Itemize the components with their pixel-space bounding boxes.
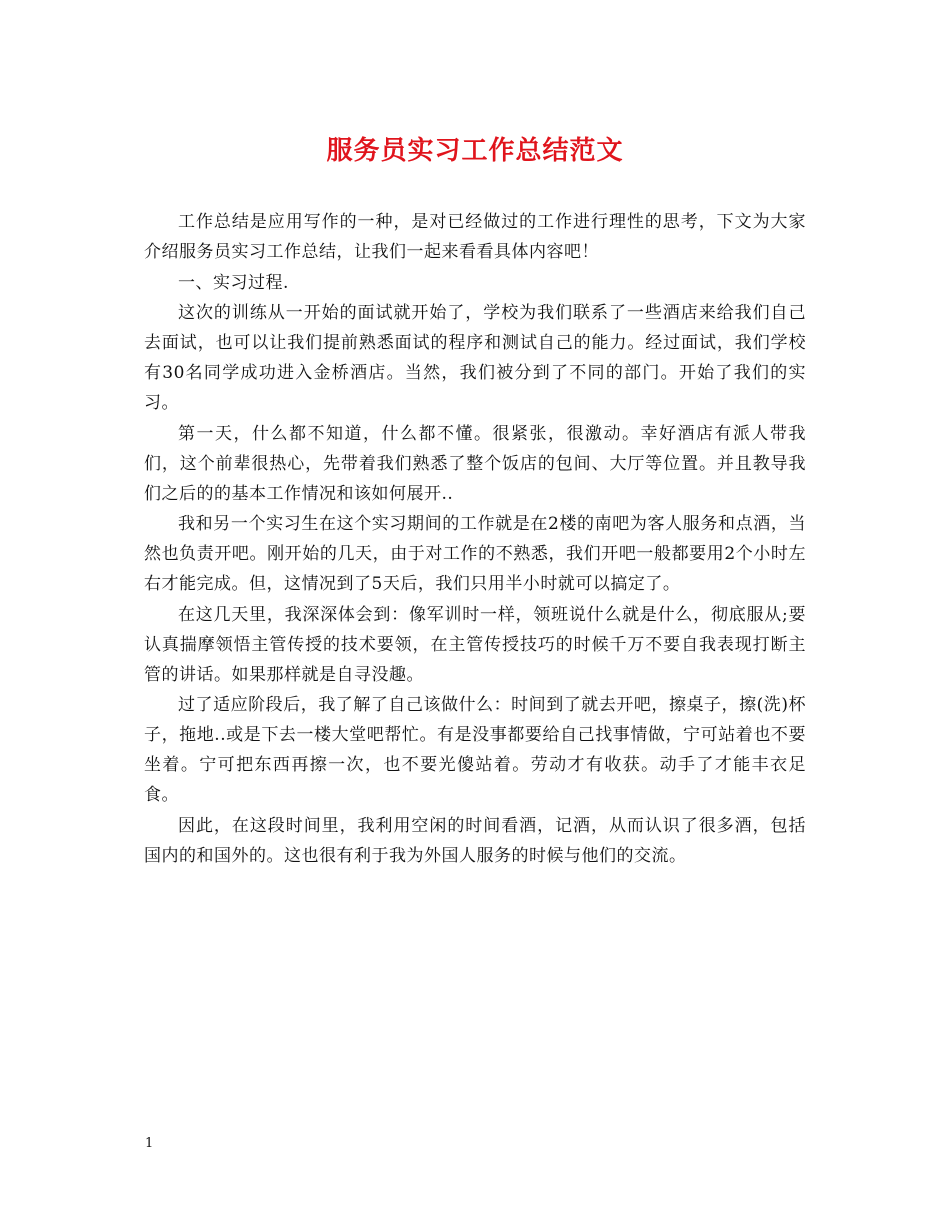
- document-title: 服务员实习工作总结范文: [326, 136, 624, 166]
- paragraph-learning-wine: 因此，在这段时间里，我利用空闲的时间看酒，记酒，从而认识了很多酒，包括国内的和国外的。这也很有利于我为外国人服务的时候与他们的交流。: [144, 815, 806, 866]
- section-heading-internship-process: 一、实习过程.: [178, 272, 289, 293]
- paragraph-bar-duty: 我和另一个实习生在这个实习期间的工作就是在2楼的南吧为客人服务和点酒，当然也负责开吧。刚开始的几天，由于对工作的不熟悉，我们开吧一般都要用2个小时左右才能完成。但，这情况到了5天后，我们只用半小时就可以搞定了。: [144, 514, 806, 594]
- paragraph-first-day: 第一天，什么都不知道，什么都不懂。很紧张，很激动。幸好酒店有派人带我们，这个前辈很热心，先带着我们熟悉了整个饭店的包间、大厅等位置。并且教导我们之后的的基本工作情况和该如何展开..: [144, 423, 806, 504]
- document-body: [144, 207, 806, 871]
- paragraph-lessons: 在这几天里，我深深体会到：像军训时一样，领班说什么就是什么，彻底服从;要认真揣摩领悟主管传授的技术要领，在主管传授技巧的时候千万不要自我表现打断主管的讲话。如果那样就是自寻没趣。: [144, 604, 806, 685]
- paragraph-adaptation: 过了适应阶段后，我了解了自己该做什么：时间到了就去开吧，擦桌子，擦(洗)杯子，拖地..或是下去一楼大堂吧帮忙。有是没事都要给自己找事情做，宁可站着也不要坐着。宁可把东西再擦一次，也不要光傻站着。劳动才有收获。动手了才能丰衣足食。: [144, 695, 806, 805]
- page-number: 1: [145, 1136, 154, 1151]
- paragraph-intro: 工作总结是应用写作的一种，是对已经做过的工作进行理性的思考，下文为大家介绍服务员实习工作总结，让我们一起来看看具体内容吧！: [144, 212, 806, 262]
- paragraph-interview: 这次的训练从一开始的面试就开始了，学校为我们联系了一些酒店来给我们自己去面试，也可以让我们提前熟悉面试的程序和测试自己的能力。经过面试，我们学校有30名同学成功进入金桥酒店。当然，我们被分到了不同的部门。开始了我们的实习。: [144, 303, 806, 413]
